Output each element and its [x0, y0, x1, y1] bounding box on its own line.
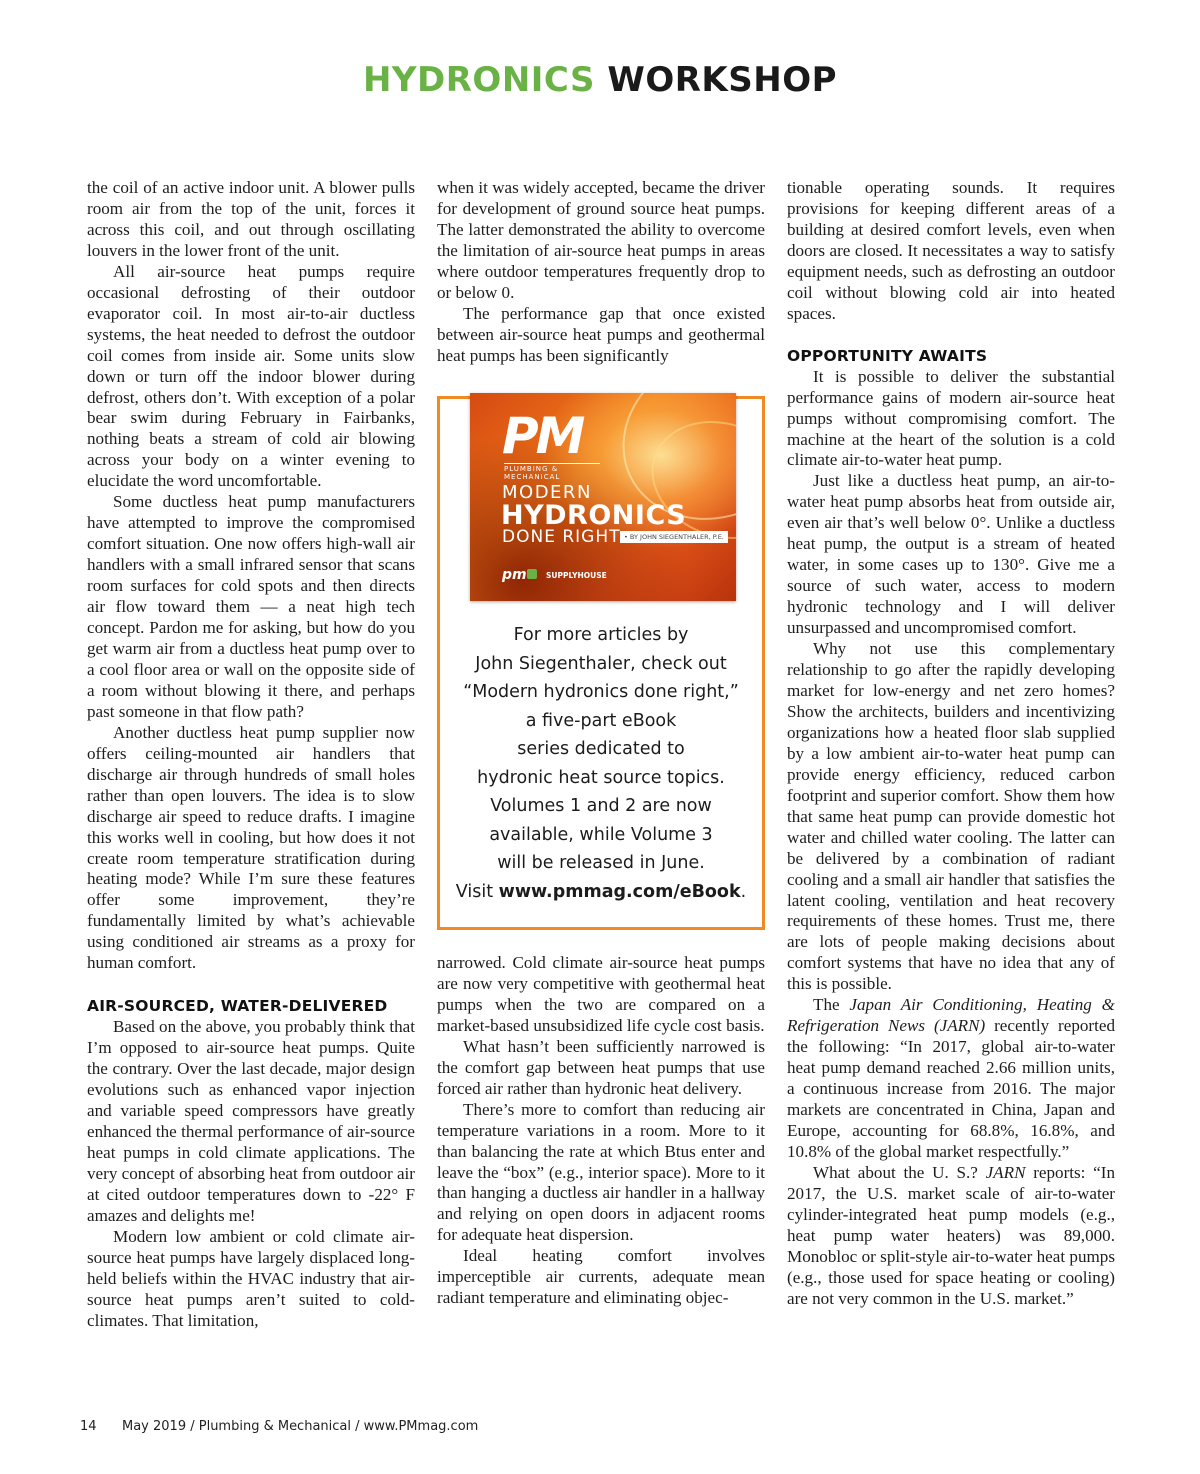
column-3: [787, 178, 1115, 1310]
page-footer: [80, 1419, 478, 1434]
cover-sponsor-pm: pm: [502, 567, 527, 583]
section-title-black: WORKSHOP: [607, 60, 838, 100]
cover-title-line3: DONE RIGHT: [502, 527, 621, 547]
paragraph: [787, 1163, 1115, 1310]
paragraph: Another ductless heat pump supplier now offers ceiling-mounted air handlers that discharge air through hundreds of small holes rather than open louvers. The idea is to slow discharge air speed to reduce drafts. I imagine this works well in cooling, but how does it not create room temperature stratification during heating mode? While I’m sure these features offer some improvement, they’re fundamentally limited by what’s achievable using conditioned air streams as a proxy for human comfort.: [87, 722, 415, 973]
paragraph: tionable operating sounds. It requires provisions for keeping different areas of a building at desired comfort levels, even when doors are closed. It necessitates a way to satisfy equipment needs, such as defrosting an outdoor coil without blowing cold air into heated spaces.: [787, 178, 1115, 323]
promo-visit-line: [440, 878, 762, 907]
paragraph: Based on the above, you probably think that I’m opposed to air-source heat pumps. Quite the contrary. Over the last decade, major design evolutions such as enhanced vapor injection and variable speed compressors have greatly enhanced the thermal performance of air-source heat pumps in cold climate applications. The very concept of absorbing heat from outdoor air at cited outdoor temperatures down to -22° F amazes and delights me!: [87, 1017, 415, 1225]
paragraph: All air-source heat pumps require occasional defrosting of their outdoor evaporator coil. In most air-to-air ductless systems, the heat needed to defrost the outdoor coil comes from inside air. Some units slow down or turn off the indoor blower during defrost, others don’t. With exception of a polar bear swim during February in Fairbanks, nothing beats a stream of cold air blowing across your body on a winter evening to elucidate the word uncomfortable.: [87, 261, 415, 491]
paragraph: [787, 995, 1115, 1163]
promo-text: [440, 621, 762, 906]
text-run: recently reported the following: “In 2017, global air-to-water heat pump demand reached 2.66 million units, a continuous increase from 2016. The major markets are concentrated in China, Japan and Europe, accounting for 68.8%, 16.8%, and 10.8% of the global market respectfully.”: [787, 1016, 1115, 1161]
promo-line: John Siegenthaler, check out: [475, 653, 727, 674]
paragraph: Why not use this complementary relationship to go after the rapidly developing market for low-energy and net zero homes? Show the architects, builders and incentivizing organizations how a heated floor slab supplied by a low ambient air-to-water heat pump can provide energy efficiency, reduced carbon footprint and superior comfort. Show them how that same heat pump can provide domestic hot water and chilled water cooling. The latter can be delivered by a combination of radiant cooling and a small air handler that satisfies the latent cooling, ventilation and heat recovery requirements of these homes. Trust me, there are lots of people making decisions about comfort systems that have no idea that any of this is possible.: [787, 639, 1115, 994]
text-run: The: [813, 995, 850, 1015]
paragraph: the coil of an active indoor unit. A blower pulls room air from the top of the unit, forces it across this coil, and out through oscillating louvers in the lower front of the unit.: [87, 178, 415, 260]
paragraph: It is possible to deliver the substantial performance gains of modern air-source heat pumps without compromising comfort. The machine at the heart of the solution is a cold climate air-to-water heat pump.: [787, 366, 1115, 470]
column-2-top: [437, 178, 765, 367]
promo-line: series dedicated to: [517, 739, 685, 759]
footer-text: May 2019 / Plumbing & Mechanical / www.PMmag.com: [122, 1419, 479, 1434]
promo-period: .: [740, 881, 747, 902]
paragraph: narrowed. Cold climate air-source heat pumps are now very competitive with geothermal heat pumps when the two are compared on a market-based unsubsidized life cycle cost basis.: [437, 953, 765, 1035]
paragraph: There’s more to comfort than reducing air temperature variations in a room. More to it than balancing the rate at which Btus enter and leave the “box” (e.g., interior space). More to it than hanging a ductless air handler in a hallway and relying on open doors in adjacent rooms for adequate heat dispersion.: [437, 1099, 765, 1245]
promo-line: For more articles by: [513, 625, 689, 645]
ebook-promo-box[interactable]: [437, 396, 765, 930]
section-title: [0, 60, 1200, 100]
ebook-link[interactable]: www.pmmag.com/eBook: [498, 881, 741, 902]
paragraph: The performance gap that once existed between air-source heat pumps and geothermal heat pumps has been significantly: [437, 303, 765, 365]
cover-title-line2: HYDRONICS: [501, 500, 687, 531]
column-1: [87, 178, 415, 1332]
publication-name: JARN: [985, 1162, 1026, 1182]
promo-line: will be released in June.: [497, 853, 705, 873]
promo-line: Volumes 1 and 2 are now: [490, 796, 712, 816]
subheading-opportunity: OPPORTUNITY AWAITS: [787, 346, 988, 365]
cover-sponsor-supplyhouse: SUPPLYHOUSE: [546, 571, 607, 580]
promo-visit-label: Visit: [455, 881, 494, 902]
promo-line: a five-part eBook: [525, 710, 677, 731]
ebook-cover-image[interactable]: [470, 393, 736, 601]
paragraph: when it was widely accepted, became the driver for development of ground source heat pumps. The latter demonstrated the ability to overcome the limitation of air-source heat pumps in areas where outdoor temperatures frequently drop to or below 0.: [437, 178, 765, 302]
subheading-air-sourced: AIR-SOURCED, WATER-DELIVERED: [87, 997, 388, 1016]
paragraph: Modern low ambient or cold climate air-source heat pumps have largely displaced long-held beliefs within the HVAC industry that air-source heat pumps aren’t suited to cold-climates. That limitation,: [87, 1226, 415, 1330]
paragraph: Just like a ductless heat pump, an air-to-water heat pump absorbs heat from outside air, even air that’s well below 0°. Unlike a ductless heat pump, the output is a stream of heated water, in some cases up to 130°. Give me a source of such water, access to modern hydronic technology and I will deliver unsurpassed and uncompromised comfort.: [787, 471, 1115, 638]
section-title-green: HYDRONICS: [362, 60, 595, 100]
paragraph: What hasn’t been sufficiently narrowed is the comfort gap between heat pumps that use forced air rather than hydronic heat delivery.: [437, 1036, 765, 1098]
promo-line: available, while Volume 3: [489, 824, 713, 845]
pm-logo: PM: [502, 407, 583, 465]
promo-line: hydronic heat source topics.: [477, 767, 725, 788]
column-2-bottom: [437, 953, 765, 1309]
cover-sponsor-icon: [527, 569, 537, 579]
cover-title-line1: MODERN: [502, 482, 592, 503]
text-run: reports: “In 2017, the U.S. market scale of air-to-water cylinder-integrated heat pump models (e.g., heat pump water heaters) was 89,000. Monobloc or split-style air-to-water heat pumps (e.g., those used for space heating or cooling) are not very common in the U.S. market.”: [787, 1162, 1115, 1308]
pm-brand-line: PLUMBING & MECHANICAL: [504, 463, 600, 481]
cover-author: • BY JOHN SIEGENTHALER, P.E.: [620, 531, 728, 543]
paragraph: Ideal heating comfort involves imperceptible air currents, adequate mean radiant temperature and eliminating objec-: [437, 1246, 765, 1308]
publication-name: Japan Air Conditioning, Heating & Refrigeration News (JARN): [787, 995, 1115, 1036]
text-run: What about the U. S.?: [813, 1162, 986, 1182]
page-number: 14: [80, 1419, 97, 1434]
promo-line: “Modern hydronics done right,”: [463, 682, 739, 702]
paragraph: Some ductless heat pump manufacturers have attempted to improve the compromised comfort situation. One now offers high-wall air handlers with a small infrared sensor that scans room surfaces for cold spots and then directs air flow toward them — a neat high tech concept. Pardon me for asking, but how do you get warm air from a ductless heat pump over to a cool floor area or wall on the opposite side of a room without blowing it there, and perhaps past someone in that flow path?: [87, 492, 415, 721]
